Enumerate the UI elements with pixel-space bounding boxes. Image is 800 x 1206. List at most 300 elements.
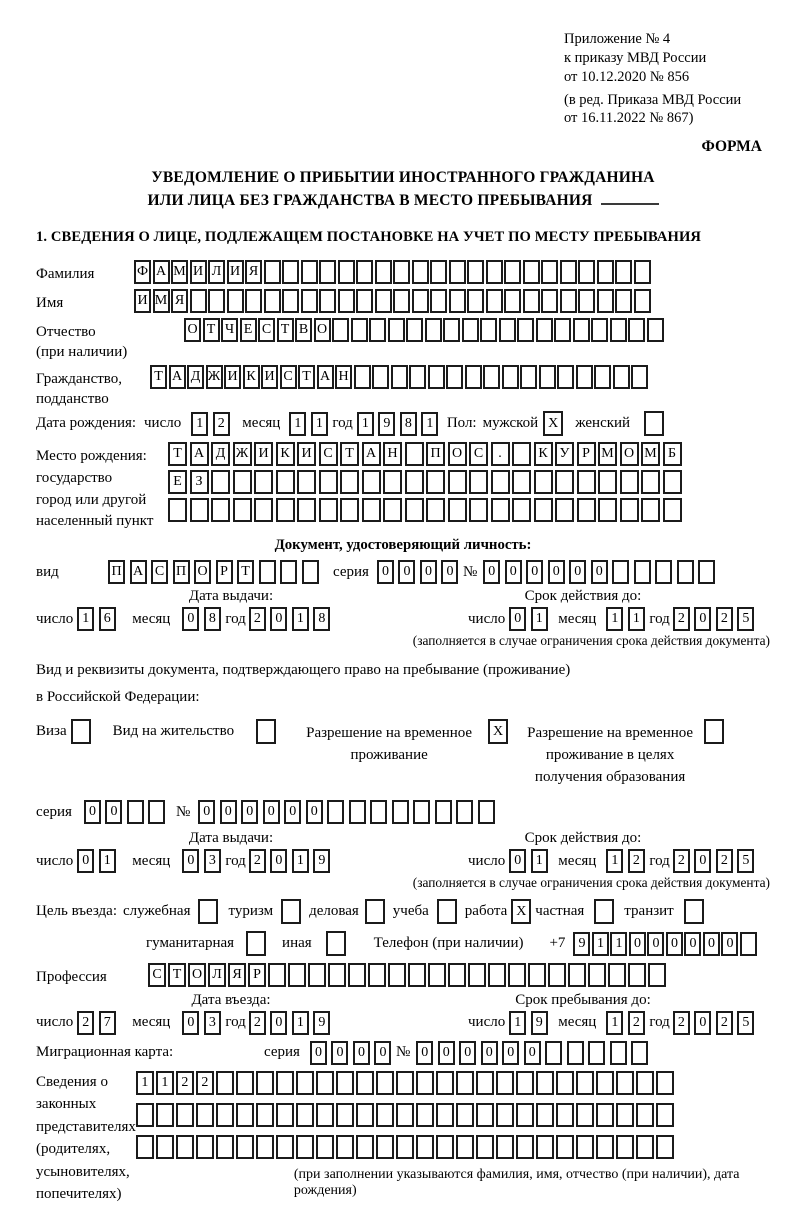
char-cell[interactable] [596,1071,614,1095]
char-cell[interactable]: А [153,260,170,284]
char-cell[interactable] [536,1103,554,1127]
option-temp-residence-edu-checkbox[interactable] [704,719,724,744]
char-cell[interactable] [356,1071,374,1095]
char-cell[interactable] [362,498,381,522]
char-cell[interactable]: Н [335,365,352,389]
char-cell[interactable] [302,560,319,584]
char-cell[interactable]: 0 [647,932,664,956]
char-cell[interactable] [356,1103,374,1127]
char-cell[interactable] [446,365,463,389]
char-cell[interactable] [536,1071,554,1095]
char-cell[interactable]: 0 [306,800,323,824]
char-cell[interactable]: И [227,260,244,284]
purpose-work-checkbox[interactable]: X [511,899,531,924]
char-cell[interactable]: 0 [703,932,720,956]
char-cell[interactable]: 2 [176,1071,194,1095]
char-cell[interactable] [190,498,209,522]
char-cell[interactable] [596,1103,614,1127]
char-cell[interactable]: 2 [249,607,266,631]
char-cell[interactable] [388,963,406,987]
char-cell[interactable] [534,470,553,494]
char-cell[interactable] [276,498,295,522]
char-cell[interactable] [499,318,516,342]
char-cell[interactable] [468,963,486,987]
char-cell[interactable] [254,470,273,494]
char-cell[interactable]: 1 [509,1011,526,1035]
option-visa-checkbox[interactable] [71,719,91,744]
char-cell[interactable] [413,800,430,824]
char-cell[interactable] [456,1135,474,1159]
char-cell[interactable]: Я [245,260,262,284]
char-cell[interactable] [208,289,225,313]
char-cell[interactable]: Ж [233,442,252,466]
char-cell[interactable]: О [448,442,467,466]
char-cell[interactable]: 0 [198,800,215,824]
char-cell[interactable]: П [108,560,125,584]
char-cell[interactable]: П [426,442,445,466]
char-cell[interactable] [190,289,207,313]
char-cell[interactable] [383,470,402,494]
char-cell[interactable] [634,560,651,584]
char-cell[interactable] [388,318,405,342]
char-cell[interactable] [338,260,355,284]
char-cell[interactable] [541,260,558,284]
char-cell[interactable]: 0 [270,1011,287,1035]
char-cell[interactable] [567,1041,584,1065]
char-cell[interactable] [591,318,608,342]
char-cell[interactable] [362,470,381,494]
char-cell[interactable]: Е [240,318,257,342]
char-cell[interactable]: Т [168,442,187,466]
char-cell[interactable] [534,498,553,522]
char-cell[interactable]: 7 [99,1011,116,1035]
char-cell[interactable] [554,318,571,342]
char-cell[interactable]: 0 [481,1041,498,1065]
char-cell[interactable] [327,800,344,824]
char-cell[interactable]: 1 [628,607,645,631]
char-cell[interactable]: 0 [483,560,500,584]
char-cell[interactable]: 0 [331,1041,348,1065]
char-cell[interactable] [236,1071,254,1095]
char-cell[interactable]: 0 [420,560,437,584]
char-cell[interactable] [568,963,586,987]
sex-female-checkbox[interactable] [644,411,664,436]
char-cell[interactable]: С [319,442,338,466]
char-cell[interactable]: 2 [196,1071,214,1095]
char-cell[interactable] [620,498,639,522]
char-cell[interactable]: 1 [311,412,328,436]
char-cell[interactable] [349,800,366,824]
char-cell[interactable]: К [276,442,295,466]
char-cell[interactable]: 0 [524,1041,541,1065]
char-cell[interactable] [196,1103,214,1127]
char-cell[interactable] [663,498,682,522]
char-cell[interactable] [456,1103,474,1127]
char-cell[interactable]: 5 [737,607,754,631]
char-cell[interactable] [504,260,521,284]
char-cell[interactable]: 0 [666,932,683,956]
char-cell[interactable] [264,289,281,313]
char-cell[interactable]: И [254,442,273,466]
char-cell[interactable] [425,318,442,342]
char-cell[interactable]: 0 [548,560,565,584]
char-cell[interactable] [656,1071,674,1095]
char-cell[interactable] [443,318,460,342]
char-cell[interactable] [504,289,521,313]
char-cell[interactable] [435,800,452,824]
char-cell[interactable] [536,318,553,342]
char-cell[interactable] [436,1071,454,1095]
char-cell[interactable]: 0 [441,560,458,584]
char-cell[interactable] [348,963,366,987]
char-cell[interactable]: Р [216,560,233,584]
char-cell[interactable] [536,1135,554,1159]
char-cell[interactable] [136,1103,154,1127]
char-cell[interactable] [436,1135,454,1159]
char-cell[interactable]: 0 [438,1041,455,1065]
purpose-tourism-checkbox[interactable] [281,899,301,924]
char-cell[interactable]: 1 [606,607,623,631]
char-cell[interactable] [216,1071,234,1095]
char-cell[interactable]: И [134,289,151,313]
char-cell[interactable]: О [184,318,201,342]
char-cell[interactable] [375,260,392,284]
char-cell[interactable]: 0 [694,1011,711,1035]
char-cell[interactable] [351,318,368,342]
char-cell[interactable] [520,365,537,389]
char-cell[interactable] [467,260,484,284]
char-cell[interactable] [340,470,359,494]
char-cell[interactable]: 0 [505,560,522,584]
char-cell[interactable] [416,1135,434,1159]
char-cell[interactable] [516,1103,534,1127]
char-cell[interactable]: Ч [221,318,238,342]
char-cell[interactable] [282,260,299,284]
char-cell[interactable]: 0 [416,1041,433,1065]
char-cell[interactable]: Б [663,442,682,466]
char-cell[interactable] [588,963,606,987]
char-cell[interactable] [196,1135,214,1159]
char-cell[interactable] [516,1135,534,1159]
char-cell[interactable] [216,1135,234,1159]
char-cell[interactable]: 9 [531,1011,548,1035]
char-cell[interactable] [596,1135,614,1159]
char-cell[interactable]: 1 [531,607,548,631]
char-cell[interactable]: Т [298,365,315,389]
char-cell[interactable] [369,318,386,342]
char-cell[interactable] [276,1103,294,1127]
char-cell[interactable] [448,963,466,987]
char-cell[interactable] [636,1135,654,1159]
char-cell[interactable]: 0 [263,800,280,824]
char-cell[interactable]: 9 [378,412,395,436]
char-cell[interactable] [486,260,503,284]
char-cell[interactable] [256,1071,274,1095]
char-cell[interactable]: 0 [502,1041,519,1065]
char-cell[interactable]: 2 [77,1011,94,1035]
char-cell[interactable] [412,289,429,313]
char-cell[interactable]: 0 [684,932,701,956]
char-cell[interactable] [656,1135,674,1159]
char-cell[interactable]: 1 [531,849,548,873]
char-cell[interactable] [332,318,349,342]
char-cell[interactable] [259,560,276,584]
char-cell[interactable]: М [641,442,660,466]
char-cell[interactable]: 1 [289,412,306,436]
char-cell[interactable] [616,1135,634,1159]
char-cell[interactable] [576,1071,594,1095]
char-cell[interactable] [488,963,506,987]
char-cell[interactable] [396,1071,414,1095]
char-cell[interactable]: 1 [99,849,116,873]
char-cell[interactable]: 2 [673,1011,690,1035]
char-cell[interactable]: О [620,442,639,466]
char-cell[interactable] [578,260,595,284]
char-cell[interactable]: П [173,560,190,584]
char-cell[interactable] [560,289,577,313]
char-cell[interactable] [456,800,473,824]
char-cell[interactable]: Р [577,442,596,466]
char-cell[interactable]: Д [211,442,230,466]
char-cell[interactable] [296,1071,314,1095]
char-cell[interactable] [512,470,531,494]
char-cell[interactable]: О [194,560,211,584]
char-cell[interactable] [548,963,566,987]
char-cell[interactable]: А [130,560,147,584]
char-cell[interactable]: 2 [716,1011,733,1035]
char-cell[interactable]: С [258,318,275,342]
char-cell[interactable]: 0 [509,607,526,631]
char-cell[interactable]: Т [150,365,167,389]
char-cell[interactable] [356,289,373,313]
char-cell[interactable]: Л [208,963,226,987]
char-cell[interactable] [336,1071,354,1095]
char-cell[interactable]: 1 [77,607,94,631]
char-cell[interactable] [308,963,326,987]
char-cell[interactable]: 2 [716,607,733,631]
char-cell[interactable] [301,289,318,313]
char-cell[interactable] [297,470,316,494]
char-cell[interactable] [545,1041,562,1065]
char-cell[interactable] [430,260,447,284]
char-cell[interactable] [216,1103,234,1127]
char-cell[interactable] [740,932,757,956]
char-cell[interactable]: 2 [628,1011,645,1035]
char-cell[interactable]: У [555,442,574,466]
char-cell[interactable] [276,1071,294,1095]
char-cell[interactable]: Ж [206,365,223,389]
char-cell[interactable] [616,1071,634,1095]
char-cell[interactable] [598,498,617,522]
char-cell[interactable] [426,498,445,522]
char-cell[interactable] [677,560,694,584]
char-cell[interactable] [254,498,273,522]
char-cell[interactable] [469,498,488,522]
char-cell[interactable] [560,260,577,284]
char-cell[interactable]: Р [248,963,266,987]
char-cell[interactable] [370,800,387,824]
char-cell[interactable] [610,318,627,342]
char-cell[interactable] [282,289,299,313]
char-cell[interactable] [288,963,306,987]
char-cell[interactable]: Т [340,442,359,466]
char-cell[interactable] [319,289,336,313]
char-cell[interactable] [469,470,488,494]
char-cell[interactable] [555,470,574,494]
char-cell[interactable]: 9 [573,932,590,956]
char-cell[interactable] [127,800,144,824]
char-cell[interactable] [476,1071,494,1095]
char-cell[interactable] [376,1071,394,1095]
char-cell[interactable] [276,470,295,494]
char-cell[interactable] [176,1103,194,1127]
char-cell[interactable] [368,963,386,987]
char-cell[interactable] [616,1103,634,1127]
char-cell[interactable] [436,1103,454,1127]
char-cell[interactable] [517,318,534,342]
char-cell[interactable] [634,289,651,313]
char-cell[interactable] [276,1135,294,1159]
char-cell[interactable]: 1 [292,607,309,631]
char-cell[interactable]: А [317,365,334,389]
char-cell[interactable] [557,365,574,389]
option-temp-residence-checkbox[interactable]: X [488,719,508,744]
char-cell[interactable] [328,963,346,987]
char-cell[interactable] [476,1103,494,1127]
char-cell[interactable] [236,1135,254,1159]
char-cell[interactable]: Т [168,963,186,987]
char-cell[interactable] [156,1135,174,1159]
char-cell[interactable]: Н [383,442,402,466]
char-cell[interactable] [136,1135,154,1159]
char-cell[interactable] [336,1103,354,1127]
char-cell[interactable]: 0 [398,560,415,584]
char-cell[interactable] [356,260,373,284]
char-cell[interactable] [578,289,595,313]
char-cell[interactable]: О [314,318,331,342]
char-cell[interactable] [636,1071,654,1095]
char-cell[interactable] [396,1135,414,1159]
char-cell[interactable] [301,260,318,284]
char-cell[interactable] [406,318,423,342]
char-cell[interactable]: Е [168,470,187,494]
char-cell[interactable] [449,289,466,313]
char-cell[interactable]: Ф [134,260,151,284]
char-cell[interactable] [541,289,558,313]
char-cell[interactable]: 2 [213,412,230,436]
char-cell[interactable] [376,1103,394,1127]
char-cell[interactable] [383,498,402,522]
char-cell[interactable]: И [190,260,207,284]
char-cell[interactable]: 1 [357,412,374,436]
char-cell[interactable]: 1 [421,412,438,436]
char-cell[interactable]: 1 [592,932,609,956]
char-cell[interactable] [148,800,165,824]
char-cell[interactable]: С [148,963,166,987]
char-cell[interactable] [502,365,519,389]
char-cell[interactable] [620,470,639,494]
char-cell[interactable] [211,470,230,494]
char-cell[interactable] [556,1071,574,1095]
char-cell[interactable]: 1 [156,1071,174,1095]
option-residence-permit-checkbox[interactable] [256,719,276,744]
char-cell[interactable]: 3 [204,849,221,873]
char-cell[interactable]: 9 [313,1011,330,1035]
char-cell[interactable] [478,800,495,824]
char-cell[interactable] [462,318,479,342]
char-cell[interactable] [356,1135,374,1159]
char-cell[interactable]: 0 [694,849,711,873]
char-cell[interactable] [656,1103,674,1127]
char-cell[interactable] [297,498,316,522]
char-cell[interactable]: К [243,365,260,389]
char-cell[interactable]: 8 [400,412,417,436]
char-cell[interactable]: 6 [99,607,116,631]
char-cell[interactable]: Д [187,365,204,389]
char-cell[interactable]: Т [237,560,254,584]
char-cell[interactable] [316,1135,334,1159]
char-cell[interactable] [448,498,467,522]
char-cell[interactable]: 0 [270,849,287,873]
char-cell[interactable] [588,1041,605,1065]
char-cell[interactable]: 1 [610,932,627,956]
char-cell[interactable]: 2 [628,849,645,873]
char-cell[interactable] [610,1041,627,1065]
char-cell[interactable]: М [153,289,170,313]
char-cell[interactable] [409,365,426,389]
char-cell[interactable] [512,442,531,466]
char-cell[interactable] [316,1071,334,1095]
char-cell[interactable] [316,1103,334,1127]
char-cell[interactable]: А [169,365,186,389]
purpose-business-checkbox[interactable] [365,899,385,924]
char-cell[interactable] [236,1103,254,1127]
char-cell[interactable] [556,1103,574,1127]
char-cell[interactable]: 0 [241,800,258,824]
char-cell[interactable]: 0 [377,560,394,584]
char-cell[interactable] [598,470,617,494]
char-cell[interactable] [319,470,338,494]
char-cell[interactable] [486,289,503,313]
char-cell[interactable] [405,470,424,494]
char-cell[interactable] [483,365,500,389]
char-cell[interactable] [319,498,338,522]
char-cell[interactable] [336,1135,354,1159]
char-cell[interactable]: 8 [313,607,330,631]
char-cell[interactable] [480,318,497,342]
char-cell[interactable]: 0 [721,932,738,956]
purpose-study-checkbox[interactable] [437,899,457,924]
char-cell[interactable] [393,260,410,284]
purpose-private-checkbox[interactable] [594,899,614,924]
char-cell[interactable]: К [534,442,553,466]
char-cell[interactable] [576,1103,594,1127]
char-cell[interactable]: 0 [569,560,586,584]
char-cell[interactable] [280,560,297,584]
char-cell[interactable] [456,1071,474,1095]
char-cell[interactable]: 1 [136,1071,154,1095]
char-cell[interactable]: 5 [737,1011,754,1035]
char-cell[interactable]: И [297,442,316,466]
char-cell[interactable]: 0 [353,1041,370,1065]
char-cell[interactable] [340,498,359,522]
char-cell[interactable]: 0 [310,1041,327,1065]
char-cell[interactable] [296,1135,314,1159]
char-cell[interactable]: М [171,260,188,284]
char-cell[interactable] [576,365,593,389]
char-cell[interactable] [430,289,447,313]
char-cell[interactable]: С [469,442,488,466]
